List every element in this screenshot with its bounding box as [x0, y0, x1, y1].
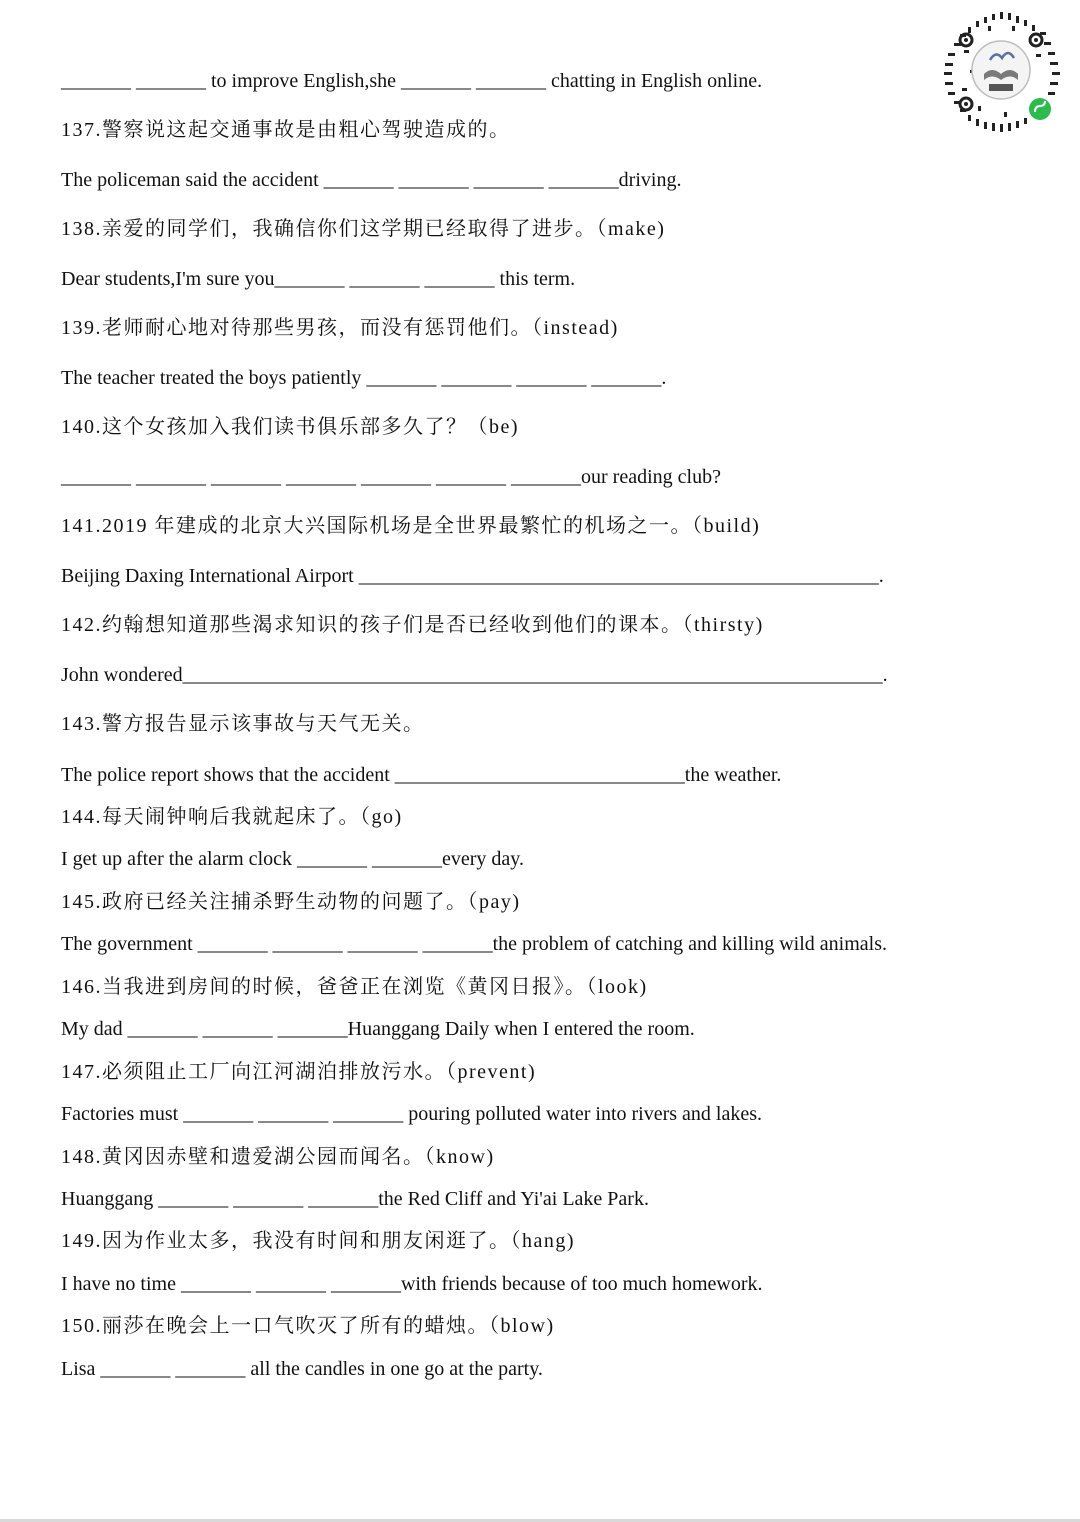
exercise-143-prompt: 143.警方报告显示该事故与天气无关。	[61, 713, 425, 735]
exercise-144-answer: I get up after the alarm clock _______ _______every day.	[61, 848, 524, 870]
exercise-139-answer: The teacher treated the boys patiently _______ _______ _______ _______.	[61, 367, 667, 389]
exercise-137-prompt: 137.警察说这起交通事故是由粗心驾驶造成的。	[61, 119, 511, 141]
exercise-149-prompt: 149.因为作业太多，我没有时间和朋友闲逛了。（hang)	[61, 1230, 576, 1252]
exercise-144-prompt: 144.每天闹钟响后我就起床了。（go)	[61, 806, 403, 828]
exercise-137-answer: The policeman said the accident _______ _______ _______ _______driving.	[61, 169, 682, 191]
exercise-138-prompt: 138.亲爱的同学们，我确信你们这学期已经取得了进步。（make)	[61, 218, 666, 240]
exercise-145-answer: The government _______ _______ _______ _______the problem of catching and killing wild animals.	[61, 933, 887, 955]
exercise-147-prompt: 147.必须阻止工厂向江河湖泊排放污水。（prevent)	[61, 1061, 537, 1083]
exercise-140-answer: _______ _______ _______ _______ _______ _______ _______our reading club?	[61, 466, 721, 488]
exercise-147-answer: Factories must _______ _______ _______ pouring polluted water into rivers and lakes.	[61, 1103, 763, 1125]
exercise-140-prompt: 140.这个女孩加入我们读书俱乐部多久了？（be)	[61, 416, 520, 438]
exercise-138-answer: Dear students,I'm sure you_______ _______ _______ this term.	[61, 268, 576, 290]
exercise-142-prompt: 142.约翰想知道那些渴求知识的孩子们是否已经收到他们的课本。（thirsty)	[61, 614, 764, 636]
mini-program-qr-code	[940, 10, 1064, 134]
exercise-139-prompt: 139.老师耐心地对待那些男孩，而没有惩罚他们。（instead)	[61, 317, 619, 339]
exercise-146-prompt: 146.当我进到房间的时候，爸爸正在浏览《黄冈日报》。（look)	[61, 976, 648, 998]
exercise-line-136-answer: _______ _______ to improve English,she _______ _______ chatting in English online.	[61, 70, 763, 92]
exercise-145-prompt: 145.政府已经关注捕杀野生动物的问题了。（pay)	[61, 891, 521, 913]
exercise-141-prompt: 141.2019 年建成的北京大兴国际机场是全世界最繁忙的机场之一。（build)	[61, 515, 761, 537]
exercise-150-answer: Lisa _______ _______ all the candles in one go at the party.	[61, 1358, 543, 1380]
exercise-149-answer: I have no time _______ _______ _______with friends because of too much homework.	[61, 1273, 763, 1295]
exercise-141-answer: Beijing Daxing International Airport ____________________________________________________.	[61, 565, 884, 587]
exercise-142-answer: John wondered______________________________________________________________________.	[61, 664, 888, 686]
exercise-148-answer: Huanggang _______ _______ _______the Red Cliff and Yi'ai Lake Park.	[61, 1188, 649, 1210]
exercise-150-prompt: 150.丽莎在晚会上一口气吹灭了所有的蜡烛。（blow)	[61, 1315, 555, 1337]
exercise-146-answer: My dad _______ _______ _______Huanggang Daily when I entered the room.	[61, 1018, 695, 1040]
exercise-143-answer: The police report shows that the accident _____________________________the weather.	[61, 764, 782, 786]
exercise-148-prompt: 148.黄冈因赤壁和遗爱湖公园而闻名。（know)	[61, 1146, 495, 1168]
